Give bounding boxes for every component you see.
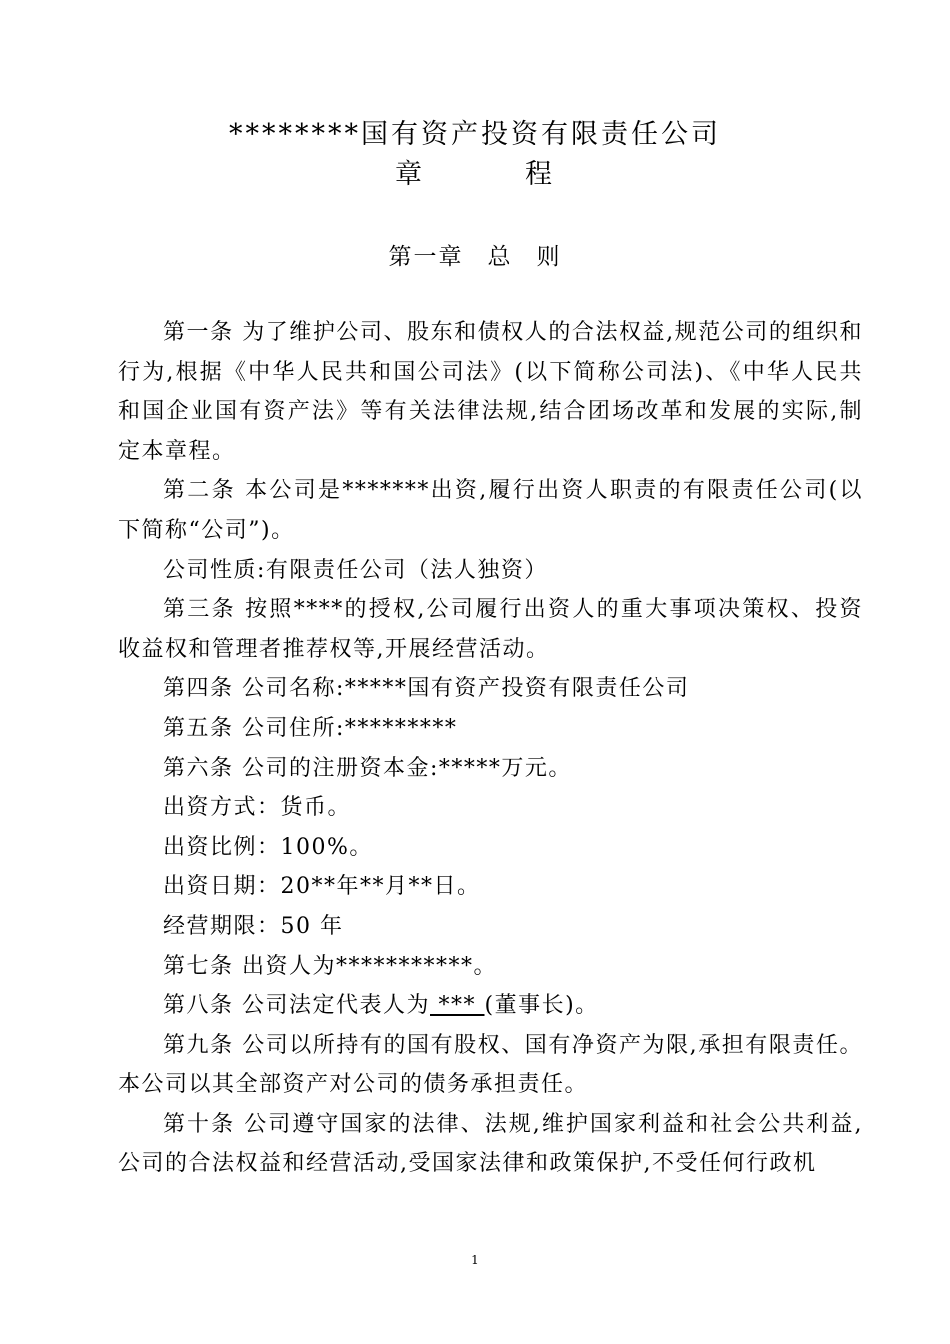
article-8 <box>118 986 863 1026</box>
chapter-heading <box>0 238 950 271</box>
chapter-title-char-1: 总 <box>487 244 513 270</box>
chapter-title-char-2: 则 <box>536 244 562 270</box>
article-8-suffix: (董事长)。 <box>484 993 599 1019</box>
capital-date: 出资日期：20**年**月**日。 <box>163 874 481 900</box>
article-5: 第五条 公司住所:********* <box>163 715 458 741</box>
article-4: 第四条 公司名称:*****国有资产投资有限责任公司 <box>163 676 690 702</box>
document-subtitle <box>0 152 950 191</box>
article-8-text: 第八条 公司法定代表人为 <box>163 993 430 1019</box>
document-body <box>118 313 863 1184</box>
capital-ratio: 出资比例：100%。 <box>163 834 373 860</box>
operating-term: 经营期限：50 年 <box>163 913 344 939</box>
legal-representative-blank: *** <box>430 993 485 1019</box>
chapter-number: 第一章 <box>388 244 464 270</box>
subtitle-char-1: 章 <box>395 159 425 190</box>
page-number: 1 <box>471 1253 479 1267</box>
article-3: 第三条 按照****的授权,公司履行出资人的重大事项决策权、投资收益权和管理者推荐权等,开展经营活动。 <box>118 597 863 662</box>
article-6: 第六条 公司的注册资本金:*****万元。 <box>163 755 572 781</box>
capital-method: 出资方式：货币。 <box>163 795 352 821</box>
article-9: 第九条 公司以所持有的国有股权、国有净资产为限,承担有限责任。本公司以其全部资产对公司的债务承担责任。 <box>118 1032 863 1098</box>
article-2: 第二条 本公司是*******出资,履行出资人职责的有限责任公司(以下简称“公司”)。 <box>118 478 863 543</box>
document-title: ********国有资产投资有限责任公司 <box>229 119 721 150</box>
company-nature: 公司性质:有限责任公司（法人独资） <box>163 557 548 583</box>
subtitle-char-2: 程 <box>525 159 555 190</box>
article-10: 第十条 公司遵守国家的法律、法规,维护国家利益和社会公共利益,公司的合法权益和经营活动,受国家法律和政策保护,不受任何行政机 <box>118 1111 863 1177</box>
article-1: 第一条 为了维护公司、股东和债权人的合法权益,规范公司的组织和行为,根据《中华人民共和国公司法》(以下简称公司法)、《中华人民共和国企业国有资产法》等有关法律法规,结合团场改革和发展的实际,制定本章程。 <box>118 320 863 464</box>
article-7: 第七条 出资人为***********。 <box>163 953 497 979</box>
